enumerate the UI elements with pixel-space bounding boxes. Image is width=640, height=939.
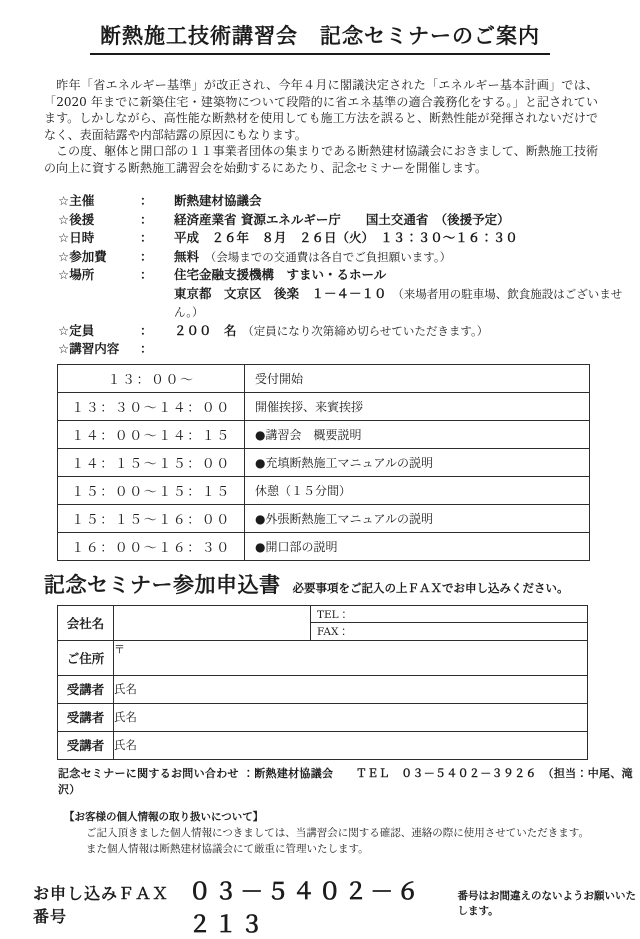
- detail-label: ☆参加費: [58, 248, 107, 264]
- schedule-content: ●開口部の説明: [245, 532, 590, 560]
- title-wrap: [0, 20, 640, 55]
- venue-address-note: （来場者用の駐車場、飲食施設はございません。）: [174, 286, 623, 319]
- schedule-content: ●充填断熱施工マニュアルの説明: [245, 448, 590, 476]
- schedule-row: [58, 448, 590, 476]
- address-row: [58, 640, 588, 675]
- attendee-name-label: 氏名: [114, 703, 588, 731]
- privacy-notice-heading: 【お客様の個人情報の取り扱いについて】: [64, 810, 264, 823]
- detail-colon: ：: [140, 230, 153, 245]
- schedule-time: １５：００～１５：１５: [58, 476, 245, 504]
- detail-row-datetime: [58, 229, 640, 248]
- attendee-row: [58, 703, 588, 731]
- application-heading-row: [44, 569, 640, 599]
- detail-colon: ：: [140, 211, 153, 227]
- company-input-cell: [114, 605, 311, 640]
- detail-value: ２００ 名: [174, 322, 237, 338]
- company-label: 会社名: [58, 605, 114, 640]
- venue-address: 東京都 文京区 後楽 １－４－１０: [174, 285, 387, 301]
- schedule-time: １３：３０～１４：００: [58, 392, 245, 420]
- detail-label: ☆主催: [58, 193, 95, 208]
- tel-label: TEL：: [311, 606, 587, 624]
- detail-label: ☆日時: [58, 230, 95, 245]
- privacy-notice: [64, 809, 640, 857]
- postal-mark: 〒: [114, 640, 588, 675]
- detail-colon: ：: [140, 193, 153, 208]
- application-form-table: [57, 605, 588, 760]
- detail-note: （会場までの交通費は各自でご負担願います。）: [199, 249, 452, 264]
- detail-colon: ：: [140, 341, 153, 356]
- fax-label: FAX：: [317, 626, 349, 638]
- attendee-row: [58, 675, 588, 703]
- schedule-content: ●外張断熱施工マニュアルの説明: [245, 504, 590, 532]
- detail-value: 断熱建材協議会: [174, 193, 262, 208]
- detail-row-capacity: [58, 322, 640, 341]
- address-label: ご住所: [58, 640, 114, 675]
- schedule-row: [58, 392, 590, 420]
- schedule-row: [58, 504, 590, 532]
- detail-value: 住宅金融支援機構 すまい・るホール: [174, 267, 387, 282]
- detail-row-support: [58, 211, 640, 230]
- application-heading: 記念セミナー参加申込書: [44, 572, 281, 597]
- application-instruction: 必要事項をご記入の上ＦＡＸでお申し込みください。: [292, 580, 569, 595]
- attendee-label: 受講者: [58, 731, 114, 759]
- fax-submission-row: [33, 873, 640, 939]
- privacy-line-1: ご記入頂きました個人情報につきましては、当講習会に関する確認、連絡の際に使用させていただきます。: [86, 826, 589, 839]
- schedule-time: １４：００～１４：１５: [58, 420, 245, 448]
- detail-row-host: [58, 192, 640, 211]
- fax-number-label: お申し込みＦＡＸ番号: [33, 883, 170, 926]
- contact-info: 記念セミナーに関するお問い合わせ ：断熱建材協議会 ＴＥＬ ０３－５４０２－３９２６ （担当：中尾、滝沢）: [58, 766, 633, 796]
- detail-colon: ：: [140, 267, 153, 282]
- company-row: [58, 605, 588, 640]
- schedule-row: [58, 364, 590, 392]
- attendee-name-label: 氏名: [114, 675, 588, 703]
- schedule-row: [58, 532, 590, 560]
- schedule-row: [58, 420, 590, 448]
- detail-row-venue: [58, 266, 640, 322]
- detail-value: 経済産業省 資源エネルギー庁 国土交通省 （後援予定）: [174, 211, 510, 227]
- detail-row-fee: [58, 248, 640, 267]
- schedule-row: [58, 476, 590, 504]
- attendee-name-label: 氏名: [114, 731, 588, 759]
- detail-label: ☆後援: [58, 211, 95, 227]
- detail-label: ☆定員: [58, 322, 95, 338]
- schedule-content: ●講習会 概要説明: [245, 420, 590, 448]
- schedule-table: [57, 364, 590, 561]
- intro-section: [44, 77, 598, 176]
- detail-value: 無料: [174, 248, 200, 264]
- fax-note: 番号はお間違えのないようお願いいたします。: [457, 889, 636, 917]
- detail-colon: ：: [140, 322, 153, 338]
- intro-paragraph-2: この度、躯体と開口部の１１事業者団体の集まりである断熱建材協議会におきまして、断熱施工技術の向上に資する断熱施工講習会を始動するにあたり、記念セミナーを開催します。: [44, 144, 598, 175]
- attendee-label: 受講者: [58, 675, 114, 703]
- schedule-content: 開催挨拶、来賓挨拶: [245, 392, 590, 420]
- detail-row-contents: [58, 340, 640, 359]
- detail-label: ☆場所: [58, 267, 95, 282]
- fax-number: ０３－５４０２－６２１３: [188, 877, 423, 938]
- schedule-time: １５：１５～１６：００: [58, 504, 245, 532]
- page-title: 断熱施工技術講習会 記念セミナーのご案内: [90, 20, 550, 55]
- detail-colon: ：: [140, 248, 153, 264]
- detail-label: ☆講習内容: [58, 341, 120, 356]
- schedule-time: １４：１５～１５：００: [58, 448, 245, 476]
- attendee-label: 受講者: [58, 703, 114, 731]
- schedule-content: 休憩（１５分間）: [245, 476, 590, 504]
- schedule-time: １３：００～: [58, 364, 245, 392]
- detail-note: （定員になり次第締め切らせていただきます。）: [236, 323, 489, 338]
- telfax-cell: [311, 605, 588, 640]
- schedule-content: 受付開始: [245, 364, 590, 392]
- venue-address-line: [174, 285, 640, 322]
- intro-paragraph-1: 昨年「省エネルギー基準」が改正され、今年４月に閣議決定された「エネルギー基本計画」では、「2020 年までに新築住宅・建築物について段階的に省エネ基準の適合義務化をする。」と記されています。しかしながら、高性能な断熱材を使用しても施工方法を誤ると、断熱性能が発揮されないだけでなく、表面結露や内部結露の原因にもなります。: [44, 78, 598, 142]
- detail-value: 平成 ２６年 ８月 ２６日（火） １３：３０～１６：３０: [174, 230, 518, 245]
- privacy-line-2: また個人情報は断熱建材協議会にて厳重に管理いたします。: [86, 842, 369, 855]
- attendee-row: [58, 731, 588, 759]
- event-details-list: [58, 192, 640, 359]
- schedule-time: １６：００～１６：３０: [58, 532, 245, 560]
